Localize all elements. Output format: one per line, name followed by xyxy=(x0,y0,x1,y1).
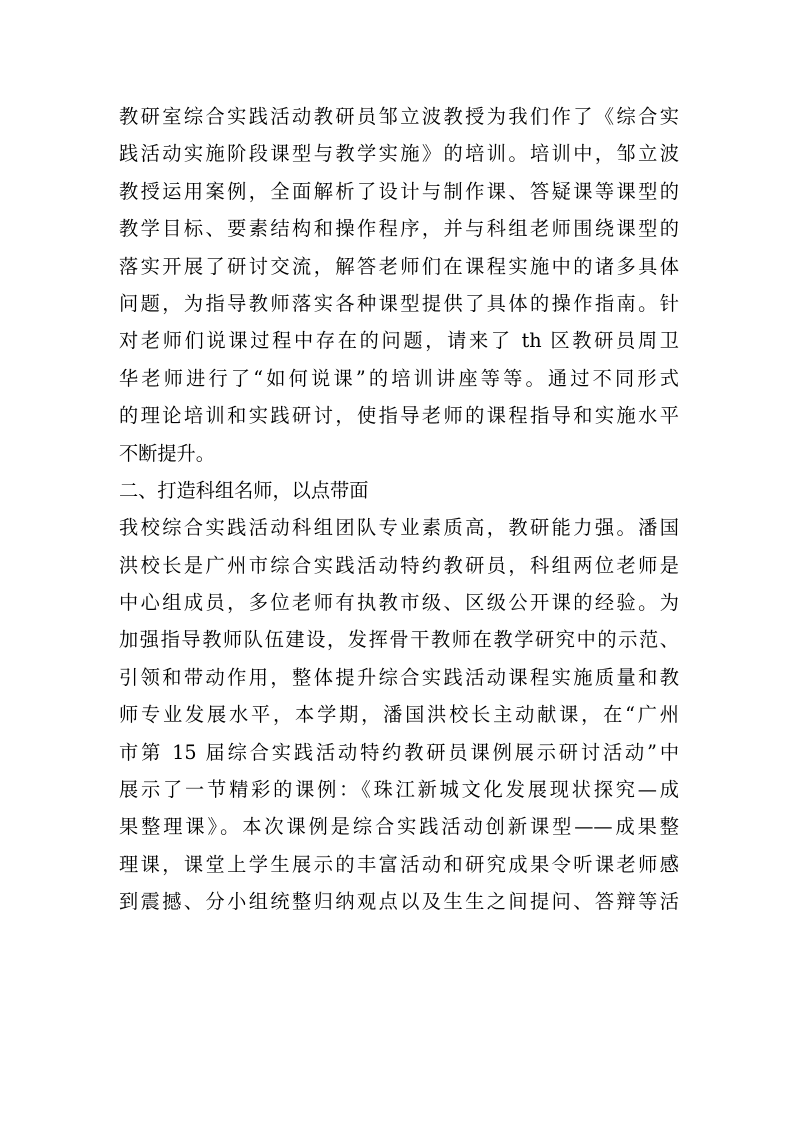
text-line: 理课，课堂上学生展示的丰富活动和研究成果令听课老师感 xyxy=(119,852,679,876)
text-line: 中心组成员，多位老师有执教市级、区级公开课的经验。为 xyxy=(119,591,679,615)
text-line: 我校综合实践活动科组团队专业素质高，教研能力强。潘国 xyxy=(119,516,679,540)
text-line: 展示了一节精彩的课例：《珠江新城文化发展现状探究—成 xyxy=(119,778,679,802)
text-line: 到震撼、分小组统整归纳观点以及生生之间提问、答辩等活 xyxy=(119,890,679,914)
text-line: 落实开展了研讨交流，解答老师们在课程实施中的诸多具体 xyxy=(119,254,679,278)
text-line: 洪校长是广州市综合实践活动特约教研员，科组两位老师是 xyxy=(119,553,679,577)
text-line: 市第 15 届综合实践活动特约教研员课例展示研讨活动”中 xyxy=(119,740,679,764)
document-body xyxy=(119,98,679,921)
text-line: 引领和带动作用，整体提升综合实践活动课程实施质量和教 xyxy=(119,665,679,689)
text-line: 对老师们说课过程中存在的问题，请来了 th 区教研员周卫 xyxy=(119,329,679,353)
text-line: 加强指导教师队伍建设，发挥骨干教师在教学研究中的示范、 xyxy=(119,628,679,652)
text-line: 教授运用案例，全面解析了设计与制作课、答疑课等课型的 xyxy=(119,179,679,203)
text-line: 不断提升。 xyxy=(119,441,215,465)
text-line: 师专业发展水平，本学期，潘国洪校长主动献课，在“广州 xyxy=(119,703,679,727)
section-heading: 二、打造科组名师，以点带面 xyxy=(119,478,369,502)
text-line: 问题，为指导教师落实各种课型提供了具体的操作指南。针 xyxy=(119,291,679,315)
text-line: 华老师进行了“如何说课”的培训讲座等等。通过不同形式 xyxy=(119,366,679,390)
text-line: 践活动实施阶段课型与教学实施》的培训。培训中，邹立波 xyxy=(119,142,679,166)
text-line: 教研室综合实践活动教研员邹立波教授为我们作了《综合实 xyxy=(119,105,679,128)
text-line: 的理论培训和实践研讨，使指导老师的课程指导和实施水平 xyxy=(119,404,679,428)
text-line: 果整理课》。本次课例是综合实践活动创新课型——成果整 xyxy=(119,815,679,839)
text-line: 教学目标、要素结构和操作程序，并与科组老师围绕课型的 xyxy=(119,217,679,241)
